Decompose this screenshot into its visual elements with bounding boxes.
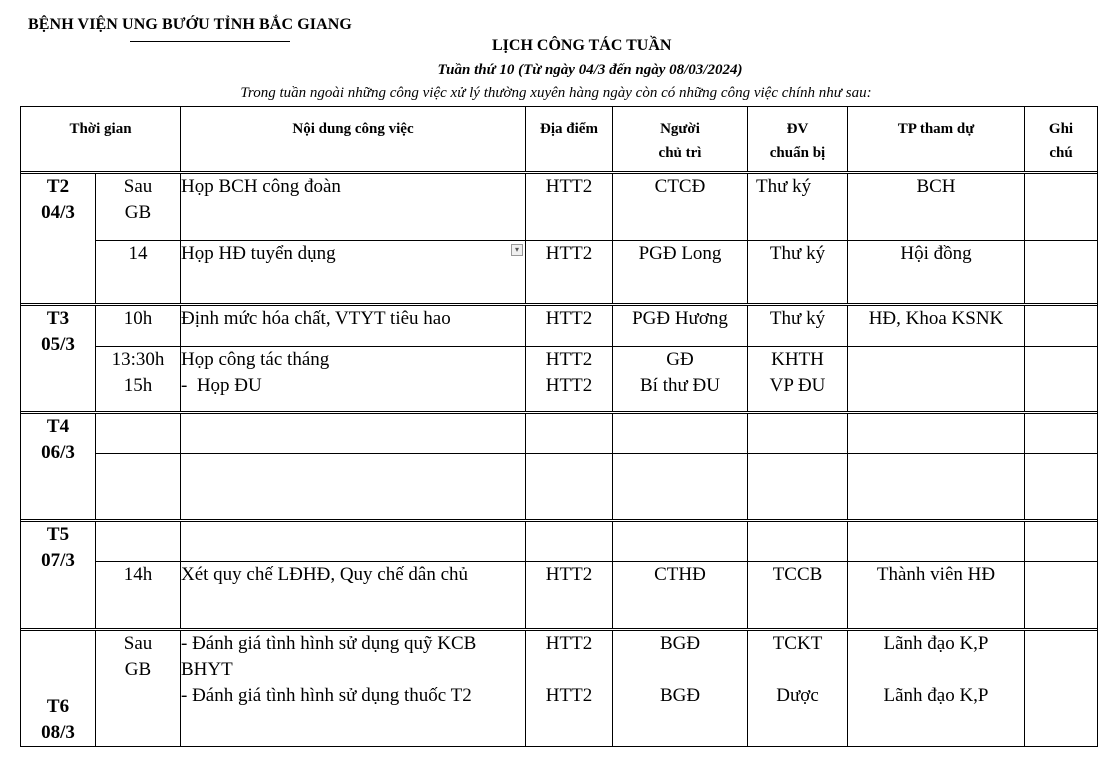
participants-cell: HĐ, Khoa KSNK xyxy=(848,306,1025,347)
col-header-time: Thời gian xyxy=(21,107,181,172)
location-cell: HTT2 xyxy=(526,562,613,629)
location-cell xyxy=(526,414,613,454)
prep-cell xyxy=(748,522,848,562)
prep-cell: TCCB xyxy=(748,562,848,629)
location-cell: HTT2 HTT2 xyxy=(526,347,613,412)
time-cell: Sau GB xyxy=(96,631,181,747)
participants-cell xyxy=(848,454,1025,520)
time-cell xyxy=(96,414,181,454)
participants-cell xyxy=(848,347,1025,412)
header-row xyxy=(21,107,1098,172)
participants-cell: Lãnh đạo K,P Lãnh đạo K,P xyxy=(848,631,1025,747)
col-header-prep xyxy=(748,107,848,172)
participants-cell: Thành viên HĐ xyxy=(848,562,1025,629)
prep-cell xyxy=(748,454,848,520)
location-cell: HTT2 xyxy=(526,174,613,241)
content-cell: - Đánh giá tình hình sử dụng quỹ KCB BHYT - Đánh giá tình hình sử dụng thuốc T2 xyxy=(181,631,526,747)
note-cell xyxy=(1025,174,1098,241)
note-line-2: chú xyxy=(1049,145,1073,161)
content-cell xyxy=(181,522,526,562)
note-cell xyxy=(1025,562,1098,629)
table-row xyxy=(21,562,1098,629)
location-cell xyxy=(526,454,613,520)
host-cell xyxy=(613,522,748,562)
table-row xyxy=(21,522,1098,562)
content-cell xyxy=(181,414,526,454)
table-row xyxy=(21,306,1098,347)
time-cell xyxy=(96,522,181,562)
table-row xyxy=(21,454,1098,520)
host-cell: GĐ Bí thư ĐU xyxy=(613,347,748,412)
table-row xyxy=(21,241,1098,304)
table-row xyxy=(21,414,1098,454)
participants-cell xyxy=(848,414,1025,454)
host-cell: PGĐ Long xyxy=(613,241,748,304)
host-line-2: chủ trì xyxy=(658,145,702,161)
note-cell xyxy=(1025,631,1098,747)
location-cell xyxy=(526,522,613,562)
participants-cell: BCH xyxy=(848,174,1025,241)
prep-cell: Thư ký xyxy=(748,306,848,347)
location-cell: HTT2 HTT2 xyxy=(526,631,613,747)
note-cell xyxy=(1025,522,1098,562)
host-cell: BGĐ BGĐ xyxy=(613,631,748,747)
location-cell: HTT2 xyxy=(526,241,613,304)
time-cell: 10h xyxy=(96,306,181,347)
prep-cell: KHTH VP ĐU xyxy=(748,347,848,412)
table-row xyxy=(21,631,1098,747)
host-cell xyxy=(613,414,748,454)
content-cell xyxy=(181,454,526,520)
host-line-1: Người xyxy=(660,121,700,137)
prep-line-1: ĐV xyxy=(786,121,809,137)
content-cell: Họp công tác tháng - Họp ĐU xyxy=(181,347,526,412)
day-cell-t5: T5 07/3 xyxy=(21,522,96,629)
col-header-note xyxy=(1025,107,1098,172)
content-cell: Xét quy chế LĐHĐ, Quy chế dân chủ xyxy=(181,562,526,629)
schedule-table xyxy=(20,106,1098,747)
time-cell: Sau GB xyxy=(96,174,181,241)
day-cell-t4: T4 06/3 xyxy=(21,414,96,520)
document-title: LỊCH CÔNG TÁC TUẦN xyxy=(492,37,672,54)
time-cell: 14 xyxy=(96,241,181,304)
host-cell: PGĐ Hương xyxy=(613,306,748,347)
host-cell: CTHĐ xyxy=(613,562,748,629)
note-cell xyxy=(1025,414,1098,454)
table-row xyxy=(21,174,1098,241)
prep-cell: Thư ký xyxy=(748,241,848,304)
content-cell: Định mức hóa chất, VTYT tiêu hao xyxy=(181,306,526,347)
note-line-1: Ghi xyxy=(1048,121,1074,137)
participants-cell: Hội đồng xyxy=(848,241,1025,304)
host-cell xyxy=(613,454,748,520)
note-cell xyxy=(1025,454,1098,520)
organization-name: BỆNH VIỆN UNG BƯỚU TỈNH BẮC GIANG xyxy=(28,16,352,33)
table-row xyxy=(21,347,1098,412)
day-cell-t3: T3 05/3 xyxy=(21,306,96,412)
document-intro: Trong tuần ngoài những công việc xử lý thường xuyên hàng ngày còn có những công việc chính như sau: xyxy=(240,85,872,101)
organization-underline xyxy=(130,41,290,42)
content-cell: Họp BCH công đoàn xyxy=(181,174,526,241)
prep-cell: TCKT Dược xyxy=(748,631,848,747)
day-cell-t2: T2 04/3 xyxy=(21,174,96,304)
content-cell: Họp HĐ tuyển dụng ▾ xyxy=(181,241,526,304)
time-cell xyxy=(96,454,181,520)
time-cell: 13:30h 15h xyxy=(96,347,181,412)
prep-cell: Thư ký xyxy=(748,174,848,241)
prep-cell xyxy=(748,414,848,454)
participants-cell xyxy=(848,522,1025,562)
note-cell xyxy=(1025,347,1098,412)
col-header-content: Nội dung công việc xyxy=(181,107,526,172)
host-cell: CTCĐ xyxy=(613,174,748,241)
dropdown-arrow-icon[interactable]: ▾ xyxy=(511,244,523,256)
location-cell: HTT2 xyxy=(526,306,613,347)
document-subtitle: Tuần thứ 10 (Từ ngày 04/3 đến ngày 08/03/2024) xyxy=(437,62,743,78)
col-header-location: Địa điểm xyxy=(526,107,613,172)
prep-line-2: chuẩn bị xyxy=(769,145,826,161)
col-header-host xyxy=(613,107,748,172)
note-cell xyxy=(1025,306,1098,347)
time-cell: 14h xyxy=(96,562,181,629)
col-header-participants: TP tham dự xyxy=(848,107,1025,172)
day-cell-t6: T6 08/3 xyxy=(21,631,96,747)
note-cell xyxy=(1025,241,1098,304)
